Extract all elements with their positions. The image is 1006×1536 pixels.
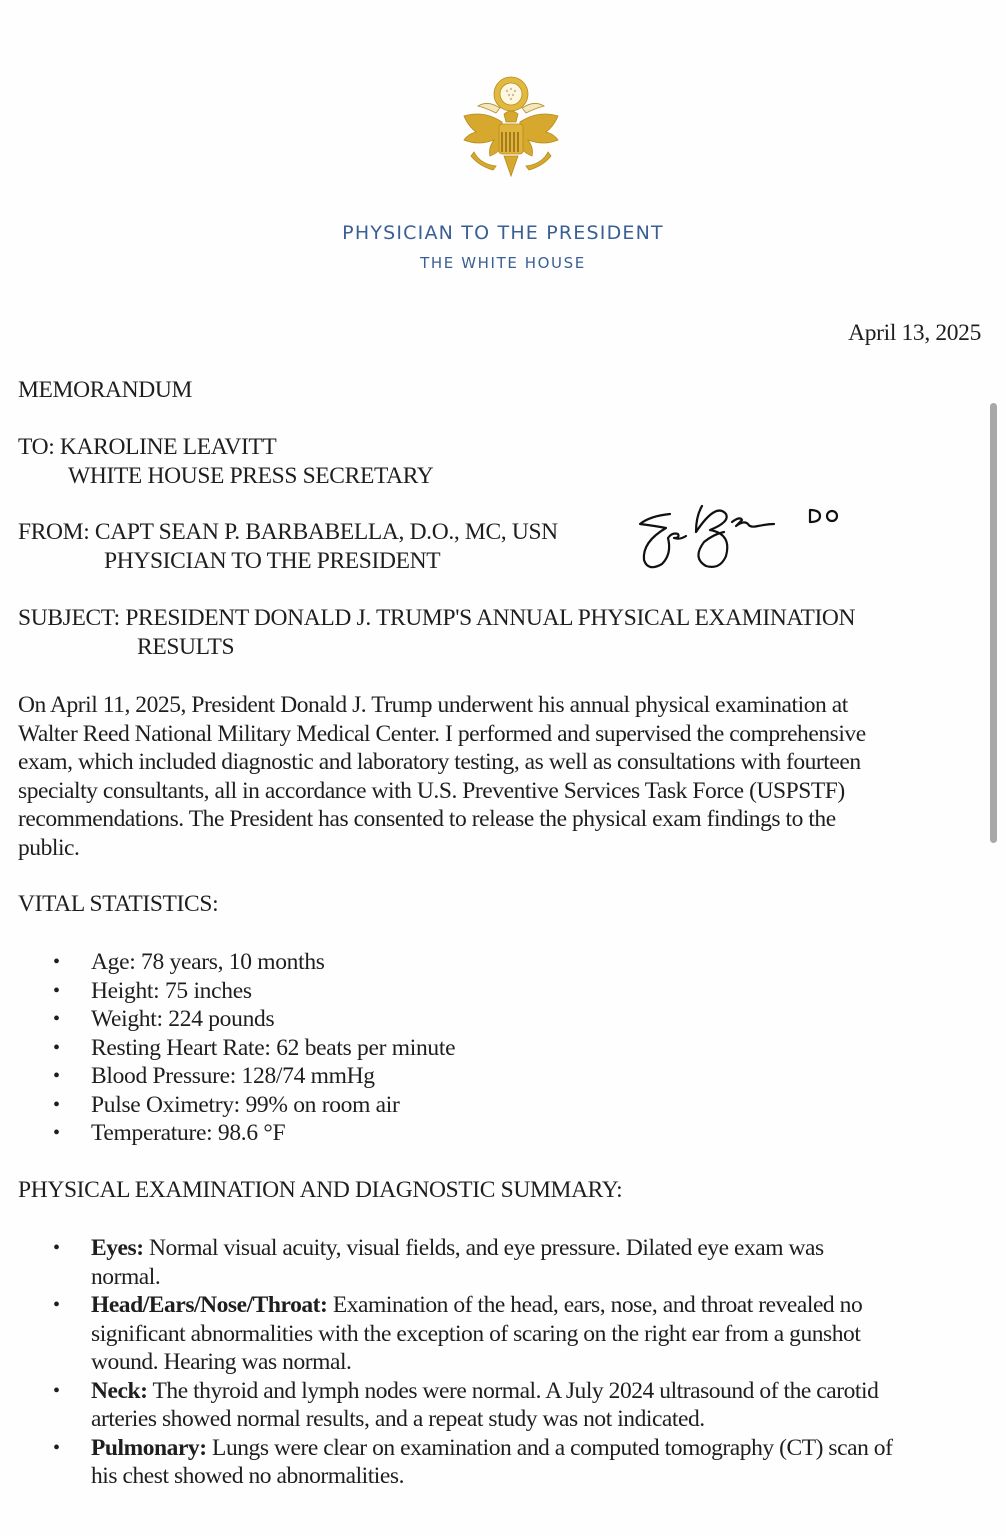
bullet-icon: • <box>53 1379 60 1402</box>
exam-item-eyes <box>0 1234 990 1291</box>
bullet-icon: • <box>53 1036 60 1059</box>
exam-text: arteries showed normal results, and a repeat study was not indicated. <box>91 1406 705 1432</box>
vital-item <box>0 948 455 977</box>
bullet-icon: • <box>53 979 60 1002</box>
bullet-icon: • <box>53 1122 60 1144</box>
intro-line: recommendations. The President has consented to release the physical exam findings to the <box>18 806 836 832</box>
intro-paragraph <box>18 691 978 862</box>
presidential-seal-icon <box>456 72 566 188</box>
memo-type: MEMORANDUM <box>18 377 193 403</box>
memo-subject-continued: RESULTS <box>137 634 235 660</box>
vital-item <box>0 977 455 1006</box>
memo-from-title: PHYSICIAN TO THE PRESIDENT <box>104 548 441 574</box>
vital-text: Temperature: 98.6 °F <box>91 1120 286 1146</box>
exam-item-neck <box>0 1377 990 1434</box>
intro-line: On April 11, 2025, President Donald J. Trump underwent his annual physical examination at <box>18 692 848 718</box>
bullet-icon: • <box>53 1237 60 1259</box>
bullet-icon: • <box>53 1065 60 1087</box>
vital-item <box>0 1091 455 1120</box>
exam-text: Examination of the head, ears, nose, and throat revealed no <box>327 1292 863 1318</box>
vital-text: Blood Pressure: 128/74 mmHg <box>91 1063 375 1089</box>
bullet-icon: • <box>53 1008 60 1030</box>
vertical-scrollbar[interactable] <box>990 403 997 843</box>
vital-text: Weight: 224 pounds <box>91 1006 275 1032</box>
vital-text: Resting Heart Rate: 62 beats per minute <box>91 1034 456 1061</box>
bullet-icon: • <box>53 951 60 973</box>
exam-text: The thyroid and lymph nodes were normal. A July 2024 ultrasound of the carotid <box>147 1377 879 1404</box>
vital-statistics-list <box>0 948 455 1148</box>
intro-line: Walter Reed National Military Medical Center. I performed and supervised the comprehensive <box>18 720 866 747</box>
intro-line: public. <box>18 834 80 861</box>
exam-label: Head/Ears/Nose/Throat: <box>91 1292 328 1318</box>
exam-text: wound. Hearing was normal. <box>91 1349 352 1375</box>
vital-statistics-heading: VITAL STATISTICS: <box>18 891 219 917</box>
vital-item <box>0 1119 455 1148</box>
bullet-icon: • <box>53 1436 60 1459</box>
vital-text: Height: 75 inches <box>91 977 252 1004</box>
memo-subject: SUBJECT: PRESIDENT DONALD J. TRUMP'S ANNUAL PHYSICAL EXAMINATION <box>18 605 856 631</box>
exam-item-pulmonary <box>0 1434 990 1491</box>
signature-icon <box>632 500 852 572</box>
bullet-icon: • <box>53 1093 60 1116</box>
bullet-icon: • <box>53 1294 60 1316</box>
exam-summary-list <box>0 1234 990 1491</box>
memo-from-sender: FROM: CAPT SEAN P. BARBABELLA, D.O., MC, USN <box>18 519 558 545</box>
vital-item <box>0 1005 455 1034</box>
letterhead-subtitle: THE WHITE HOUSE <box>420 254 586 272</box>
exam-text: Normal visual acuity, visual fields, and eye pressure. Dilated eye exam was <box>143 1235 824 1261</box>
letterhead-title: PHYSICIAN TO THE PRESIDENT <box>342 222 664 244</box>
intro-line: exam, which included diagnostic and laboratory testing, as well as consultations with fourteen <box>18 749 861 775</box>
vital-item <box>0 1034 455 1063</box>
intro-line: specialty consultants, all in accordance with U.S. Preventive Services Task Force (USPSTF) <box>18 777 845 804</box>
exam-text: Lungs were clear on examination and a computed tomography (CT) scan of <box>206 1434 893 1461</box>
exam-text: his chest showed no abnormalities. <box>91 1463 404 1489</box>
exam-label: Neck: <box>91 1377 148 1404</box>
exam-label: Pulmonary: <box>91 1434 207 1461</box>
exam-label: Eyes: <box>91 1235 144 1261</box>
exam-text: significant abnormalities with the exception of scaring on the right ear from a gunshot <box>91 1320 861 1347</box>
vital-text: Age: 78 years, 10 months <box>91 949 325 975</box>
memo-to-title: WHITE HOUSE PRESS SECRETARY <box>68 463 434 489</box>
exam-text: normal. <box>91 1263 161 1290</box>
vital-text: Pulse Oximetry: 99% on room air <box>91 1091 400 1118</box>
memo-date: April 13, 2025 <box>848 320 981 346</box>
exam-summary-heading: PHYSICAL EXAMINATION AND DIAGNOSTIC SUMMARY: <box>18 1177 623 1203</box>
exam-item-head-ears-nose-throat <box>0 1291 990 1377</box>
memo-to-recipient: TO: KAROLINE LEAVITT <box>18 434 277 460</box>
vital-item <box>0 1062 455 1091</box>
